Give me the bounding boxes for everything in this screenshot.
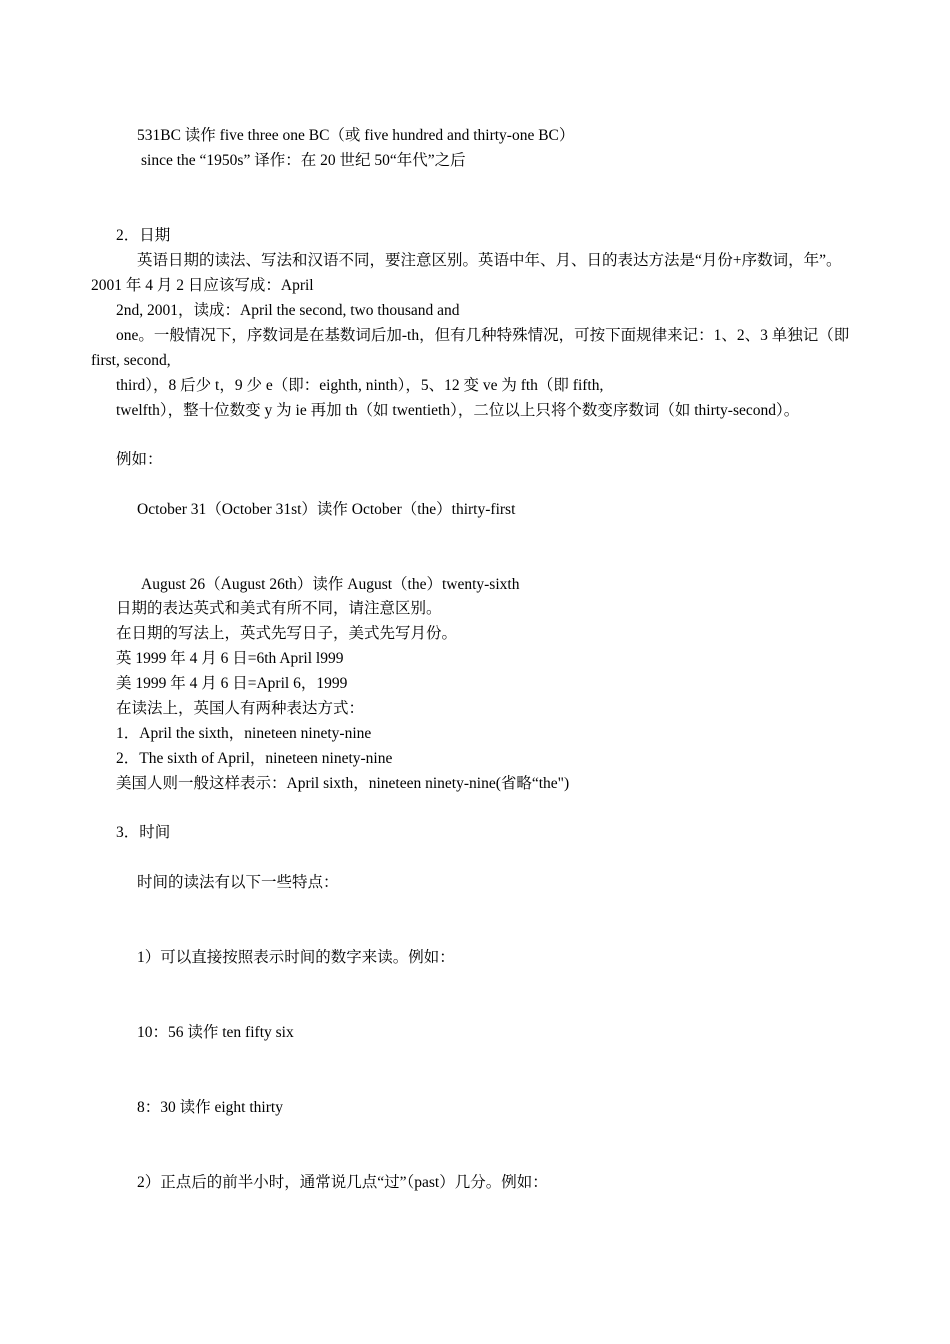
text-line-ordinal-third: third），8 后少 t，9 少 e（即：eighth, ninth），5、12 变 ve 为 fth（即 fifth, — [116, 377, 604, 394]
text-line-time-features: 时间的读法有以下一些特点： — [137, 874, 339, 891]
section-heading-time: 3．时间 — [116, 824, 171, 841]
text-line-time-rule-2: 2）正点后的前半小时，通常说几点“过”（past）几分。例如： — [137, 1174, 548, 1191]
text-line-us-format: 美 1999 年 4 月 6 日=April 6，1999 — [116, 675, 348, 692]
text-line-uk-format: 英 1999 年 4 月 6 日=6th April l999 — [116, 650, 344, 667]
section-heading-date: 2．日期 — [116, 227, 171, 244]
text-line-reading-ways: 在读法上，英国人有两种表达方式： — [116, 700, 365, 717]
text-line-ordinal-first: first, second, — [91, 352, 171, 369]
text-line-uk-us-diff: 日期的表达英式和美式有所不同，请注意区别。 — [116, 600, 442, 617]
text-line-bc-year: 531BC 读作 five three one BC（或 five hundred and thirty-one BC） — [137, 127, 575, 144]
text-line-date-reading: 2nd, 2001，读成：April the second, two thousand and — [116, 302, 460, 319]
text-line-date-intro: 英语日期的读法、写法和汉语不同，要注意区别。英语中年、月、日的表达方法是“月份+序数词，年”。 — [137, 252, 842, 269]
text-line-time-rule-1: 1）可以直接按照表示时间的数字来读。例如： — [137, 949, 455, 966]
text-line-time-example-1056: 10：56 读作 ten fifty six — [137, 1024, 294, 1041]
text-line-for-example: 例如： — [116, 451, 163, 468]
text-line-august-example: August 26（August 26th）读作 August（the）twenty-sixth — [141, 576, 520, 593]
text-line-date-example: 2001 年 4 月 2 日应该写成：April — [91, 277, 314, 294]
text-line-time-example-830: 8：30 读作 eight thirty — [137, 1099, 283, 1116]
text-line-reading-way-1: 1．April the sixth，nineteen ninety-nine — [116, 725, 372, 742]
text-line-1950s: since the “1950s” 译作：在 20 世纪 50“年代”之后 — [141, 152, 466, 169]
text-line-us-reading: 美国人则一般这样表示：April sixth，nineteen ninety-nine(省略“the") — [116, 775, 570, 792]
text-line-ordinal-twelfth: twelfth），整十位数变 y 为 ie 再加 th（如 twentieth），二位以上只将个数变序数词（如 thirty-second）。 — [116, 402, 800, 419]
text-line-writing-order: 在日期的写法上，英式先写日子，美式先写月份。 — [116, 625, 458, 642]
text-line-ordinal-rule: one。一般情况下，序数词是在基数词后加-th，但有几种特殊情况，可按下面规律来记：1、2、3 单独记（即 — [116, 327, 850, 344]
text-line-reading-way-2: 2．The sixth of April，nineteen ninety-nine — [116, 750, 393, 767]
text-line-october-example: October 31（October 31st）读作 October（the）thirty-first — [137, 501, 516, 518]
